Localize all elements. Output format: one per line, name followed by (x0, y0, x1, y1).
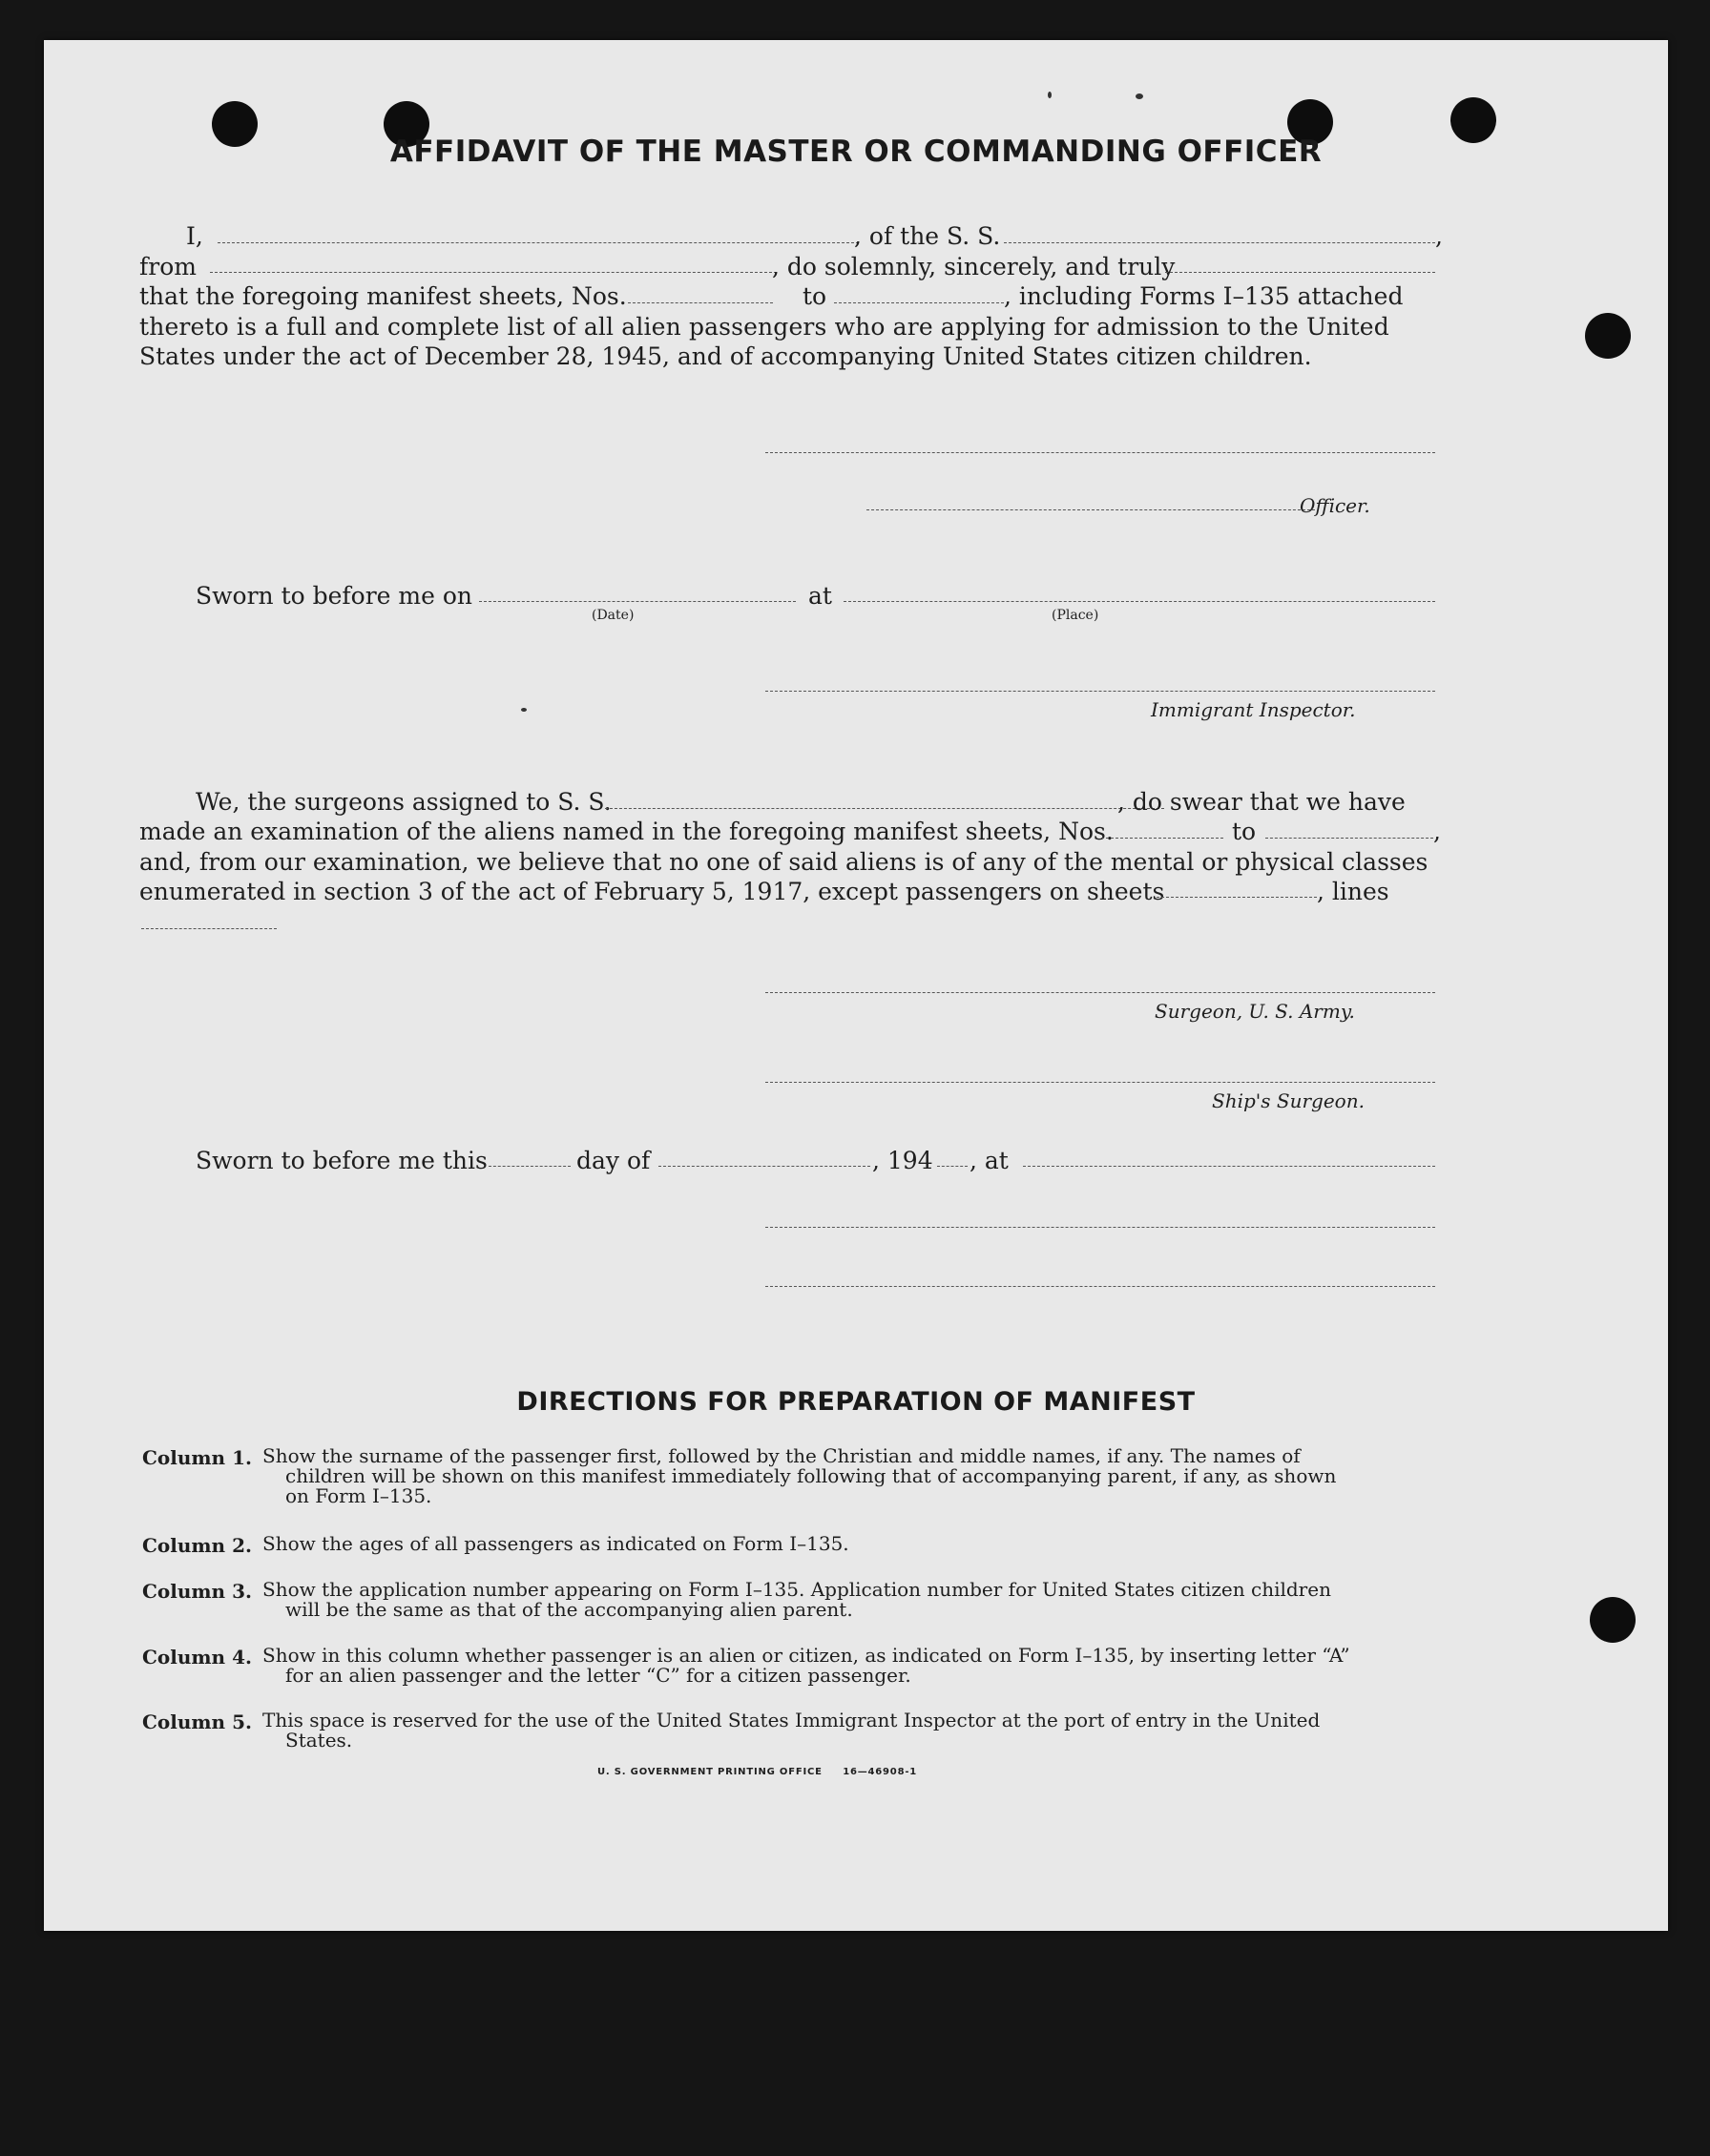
sworn-text: Sworn to before me on (196, 582, 473, 610)
column-3-label: Column 3. (142, 1580, 252, 1603)
sworn-text: day of (576, 1147, 651, 1174)
sworn-month-field[interactable] (658, 1166, 870, 1167)
punch-hole (1585, 313, 1631, 359)
sworn-text: at (808, 582, 832, 610)
surgeons-ship-field[interactable] (605, 808, 1164, 809)
army-surgeon-signature-line[interactable] (765, 992, 1435, 993)
sheets-to-field[interactable] (834, 302, 1004, 303)
form-page (44, 40, 1668, 1931)
column-1-text: Show the surname of the passenger first, followed by the Christian and middle names, if any. The names of children will be shown on this manifest immediately following that of accompanying parent, if any, as shown on Form I–135. (262, 1444, 1337, 1507)
column-5-label: Column 5. (142, 1710, 252, 1733)
printing-office-footer: U. S. GOVERNMENT PRINTING OFFICE 16—46908-1 (597, 1767, 918, 1777)
affidavit-text: , including Forms I–135 attached (1004, 282, 1404, 310)
speck-mark (1136, 93, 1143, 99)
column-2-text: Show the ages of all passengers as indicated on Form I–135. (262, 1532, 849, 1555)
surgeons-text: made an examination of the aliens named in the foregoing manifest sheets, Nos. (139, 818, 1114, 845)
affidavit-text: thereto is a full and complete list of all alien passengers who are applying for admission to the United (139, 313, 1389, 341)
sworn-day-field[interactable] (489, 1166, 571, 1167)
affidavit-text: I, (186, 222, 203, 250)
surgeons-text: and, from our examination, we believe that no one of said aliens is of any of the mental or physical classes (139, 848, 1428, 876)
sworn-place2-field[interactable] (1023, 1166, 1435, 1167)
column-2-label: Column 2. (142, 1534, 252, 1557)
column-3-text: Show the application number appearing on Form I–135. Application number for United States citizen children will be the same as that of the accompanying alien parent. (262, 1578, 1331, 1621)
affidavit-text: that the foregoing manifest sheets, Nos. (139, 282, 627, 310)
surgeons-text: We, the surgeons assigned to S. S. (196, 788, 612, 816)
column-4-text: Show in this column whether passenger is an alien or citizen, as indicated on Form I–135, by inserting letter “A” for an alien passenger and the letter “C” for a citizen passenger. (262, 1644, 1350, 1687)
oath-field[interactable] (1165, 272, 1435, 273)
official-title-line[interactable] (765, 1286, 1435, 1287)
officer-title-line[interactable] (866, 509, 1315, 510)
speck-mark (521, 708, 527, 712)
exception-sheets-field[interactable] (1157, 897, 1317, 898)
ship-surgeon-label: Ship's Surgeon. (1212, 1089, 1365, 1112)
column-1-label: Column 1. (142, 1446, 252, 1469)
sworn-place-field[interactable] (844, 601, 1435, 602)
affidavit-text: to (803, 282, 827, 310)
ship-name-field[interactable] (1004, 242, 1435, 243)
column-5-text: This space is reserved for the use of the United States Immigrant Inspector at the port of entry in the United States. (262, 1709, 1321, 1752)
column-4-label: Column 4. (142, 1646, 252, 1669)
sworn-text: , at (970, 1147, 1009, 1174)
surgeons-text: to (1232, 818, 1257, 845)
army-surgeon-label: Surgeon, U. S. Army. (1155, 1000, 1355, 1023)
affidavit-text: , (1435, 222, 1443, 250)
affidavit-text: States under the act of December 28, 1945, and of accompanying United States citizen children. (139, 342, 1312, 370)
sworn-date-field[interactable] (479, 601, 796, 602)
exception-lines-field[interactable] (141, 928, 277, 929)
directions-title: DIRECTIONS FOR PREPARATION OF MANIFEST (516, 1387, 1196, 1417)
date-label: (Date) (592, 608, 635, 623)
surgeons-text: , do swear that we have (1117, 788, 1406, 816)
official-signature-line[interactable] (765, 1227, 1435, 1228)
inspector-label: Immigrant Inspector. (1151, 698, 1356, 721)
punch-hole (1590, 1597, 1636, 1643)
affidavit-title: AFFIDAVIT OF THE MASTER OR COMMANDING OFFICER (389, 135, 1323, 169)
surgeons-sheets-from-field[interactable] (1101, 838, 1223, 839)
officer-signature-line[interactable] (765, 452, 1435, 453)
inspector-signature-line[interactable] (765, 691, 1435, 692)
affidavit-text: , of the S. S. (854, 222, 1001, 250)
surgeons-text: , lines (1317, 878, 1389, 905)
surgeons-text: enumerated in section 3 of the act of February 5, 1917, except passengers on sheets (139, 878, 1165, 905)
master-name-field[interactable] (218, 242, 859, 243)
ship-surgeon-signature-line[interactable] (765, 1082, 1435, 1083)
speck-mark (1048, 92, 1052, 98)
sheets-from-field[interactable] (628, 302, 773, 303)
officer-label: Officer. (1300, 494, 1370, 517)
affidavit-text: , do solemnly, sincerely, and truly (772, 253, 1176, 280)
sworn-text: Sworn to before me this (196, 1147, 488, 1174)
surgeons-sheets-to-field[interactable] (1265, 838, 1433, 839)
place-label: (Place) (1052, 608, 1099, 623)
sworn-year-field[interactable] (937, 1166, 968, 1167)
port-from-field[interactable] (210, 272, 777, 273)
surgeons-text: , (1433, 818, 1441, 845)
affidavit-text: from (139, 253, 197, 280)
sworn-text: , 194 (872, 1147, 933, 1174)
